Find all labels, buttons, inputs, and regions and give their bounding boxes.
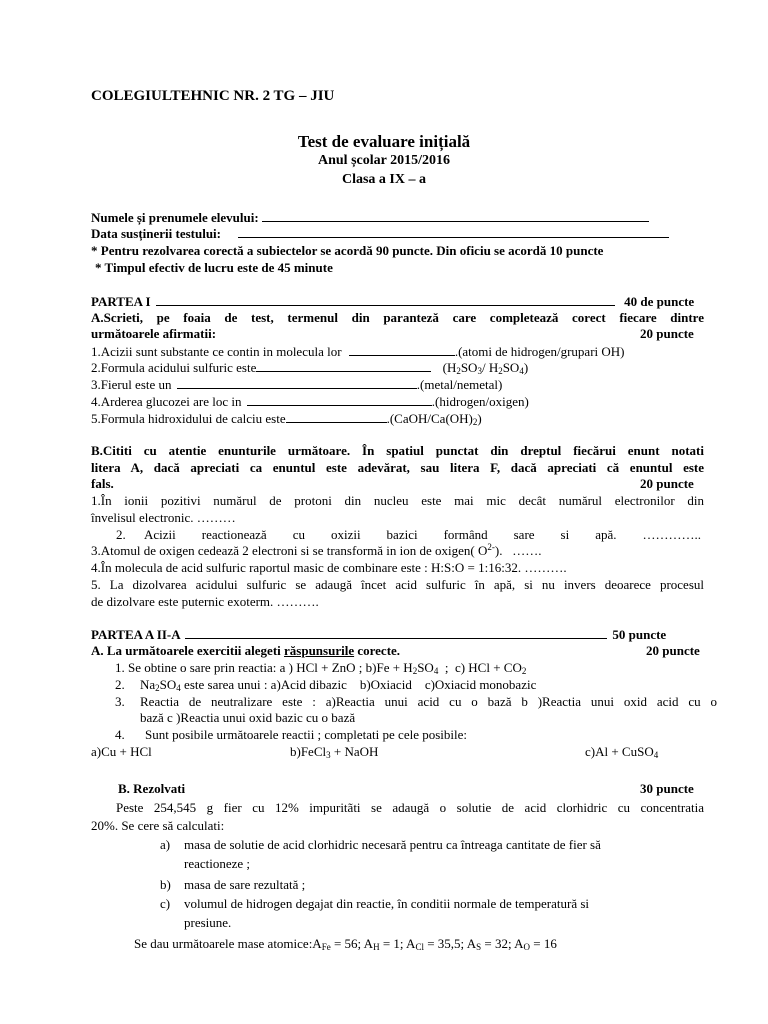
part1-a-points: 20 puncte [640,326,694,341]
fill-item-4-blank[interactable] [247,394,432,406]
fill-item-2-text: 2.Formula acidului sulfuric este [91,360,257,375]
sub-b-label: b) [160,877,171,892]
mc-item-2-num: 2. [115,677,125,692]
part1-title: PARTEA I [91,294,151,309]
problem-line2: 20%. Se cere să calculati: [91,818,225,833]
fill-item-1-text: 1.Acizii sunt substante ce contin in molecula lor [91,344,342,359]
tf-item-3: 3.Atomul de oxigen cedează 2 electroni si se transformă in ion de oxigen( $O^{2-}$). ……. [91,542,542,558]
sub-a-label: a) [160,837,171,852]
reaction-c: c)Al + CuSO$_4$ [585,744,659,760]
mc-item-3-line2: bază c )Reactia unui oxid bazic cu o bază [140,710,356,725]
part2-a-title-suffix: corecte. [357,643,401,658]
fill-item-4-options: .(hidrogen/oxigen) [431,394,529,409]
mc-item-2: $Na_2SO_4$ este sarea unui : a)Acid dibazic b)Oxiacid c)Oxiacid monobazic [140,677,537,693]
part1-a-line2: următoarele afirmatii: [91,326,217,341]
part1-b-points: 20 puncte [640,476,694,491]
note-points: * Pentru rezolvarea corectă a subiectelor se acordă 90 puncte. Din oficiu se acordă 10 puncte [91,243,604,258]
mc-item-4: Sunt posibile următoarele reactii ; completati pe cele posibile: [145,727,468,742]
fill-item-2-options: ($H_2SO_3/$ $H_2SO_4$) [442,360,529,376]
tf-item-5-line1: 5. La dizolvarea acidului sulfuric se adaugă încet acid sulfuric în apă, si nu invers deoarece procesul [91,577,704,592]
part2-title: PARTEA A II-A [91,627,180,642]
part1-header [91,293,713,310]
class-label: Clasa a IX – a [341,172,426,187]
fill-item-1-options: .(atomi de hidrogen/grupari OH) [454,344,625,359]
reaction-b: b)FeCl$_3$ + NaOH [290,744,379,760]
part1-b-line3: fals. [91,476,114,491]
fill-item-5-text: 5.Formula hidroxidului de calciu este [91,411,286,426]
tf-item-1-line1: 1.În ionii pozitivi numărul de protoni din nucleu este mai mic decât numărul electronilor din [91,493,704,508]
tf-item-1-line2: învelisul electronic. ……… [91,510,236,525]
part2-b-title: B. Rezolvati [118,781,186,796]
fill-item-3-blank[interactable] [177,377,417,389]
part1-b-line2: litera A, dacă apreciati ca enuntul este adevărat, sau litera F, dacă apreciati că enuntul este [91,460,704,475]
sub-c-line1: volumul de hidrogen degajat din reactie, în conditii normale de temperatură si [184,896,590,911]
problem-line1: Peste 254,545 g fier cu 12% impuritãti se adaugă o solutie de acid clorhidric cu concentratia [116,800,704,815]
tf-item-2-num: 2. [116,527,126,542]
sub-c-label: c) [160,896,171,911]
page-title: Test de evaluare inițială [297,132,471,151]
sub-b: masa de sare rezultată ; [184,877,306,892]
part1-a-line1: A.Scrieti, pe foaia de test, termenul din paranteză care completează corect fiecare dintre [91,310,704,325]
part2-points: 50 puncte [612,627,667,642]
tf-item-5-line2: de dizolvare este puternic exoterm. ………. [91,594,319,609]
fill-item-4-text: 4.Arderea glucozei are loc in [91,394,242,409]
sub-c-line2: presiune. [184,915,232,930]
fill-item-4 [91,394,529,410]
atomic-masses: Se dau următoarele mase $atomice:A_{Fe} = 56$; $A_H = 1$; $A_{Cl} = 35,5$; $A_S = 32$; $A_O = 16$ [134,936,557,952]
mc-item-3-line1: Reactia de neutralizare este : a)Reactia unui acid cu o bază b )Reactia unui oxid acid cu o [140,694,717,709]
part1-b-line1: B.Cititi cu atentie enunturile următoare. În spatiul punctat din dreptul fiecărui enunt notati [91,443,704,458]
test-date-label: Data susținerii testului: [91,226,221,241]
student-name-label: Numele și prenumele elevului: [91,210,259,225]
test-date-field[interactable] [238,226,669,238]
part2-a-points: 20 puncte [646,643,700,658]
fill-item-5 [91,411,482,427]
part2-a-title-prefix: A. La următoarele exercitii alegeti [91,643,281,658]
reaction-a: a)Cu + HCl [91,744,152,759]
note-time: * Timpul efectiv de lucru este de 45 minute [95,260,333,275]
fill-item-3 [91,377,502,393]
fill-item-3-text: 3.Fierul este un [91,377,172,392]
fill-item-1 [91,344,625,360]
fill-item-3-options: .(metal/nemetal) [416,377,503,392]
part2-a-title [91,643,400,659]
part2-header [91,626,713,643]
fill-item-2 [91,360,528,376]
sub-a-line2: reactioneze ; [184,856,251,871]
tf-item-2: Acizii reactionează cu oxizii bazici formând sare si apă. ………….. [144,527,701,542]
tf-item-4: 4.În molecula de acid sulfuric raportul masic de combinare este : H:S:O = 1:16:32. ………. [91,560,567,575]
mc-item-4-num: 4. [115,727,125,742]
part2-a-title-underlined: răspunsurile [284,643,355,658]
fill-item-2-blank[interactable] [256,360,431,372]
student-name-field[interactable] [262,210,649,222]
part1-rule [156,293,615,306]
mc-item-3-num: 3. [115,694,125,709]
part2-rule [185,626,607,639]
fill-item-5-options: $.(CaOH/Ca(OH)_2)$ [386,411,482,427]
part2-b-points: 30 puncte [640,781,694,796]
student-name-row [91,210,649,226]
school-year: Anul școlar 2015/2016 [318,153,450,168]
sub-a-line1: masa de solutie de acid clorhidric necesară pentru ca întreaga cantitate de fier să [184,837,601,852]
test-date-row [91,226,669,242]
fill-item-1-blank[interactable] [349,344,455,356]
fill-item-5-blank[interactable] [286,411,387,423]
mc-item-1: 1. Se obtine o sare prin reactia: a ) HCl + ZnO ; $b)Fe + H_2SO_4$ ; c) HCl + $CO_2$ [115,660,527,676]
school-name: COLEGIULTEHNIC NR. 2 TG – JIU [91,88,335,104]
part1-points: 40 de puncte [624,294,695,309]
